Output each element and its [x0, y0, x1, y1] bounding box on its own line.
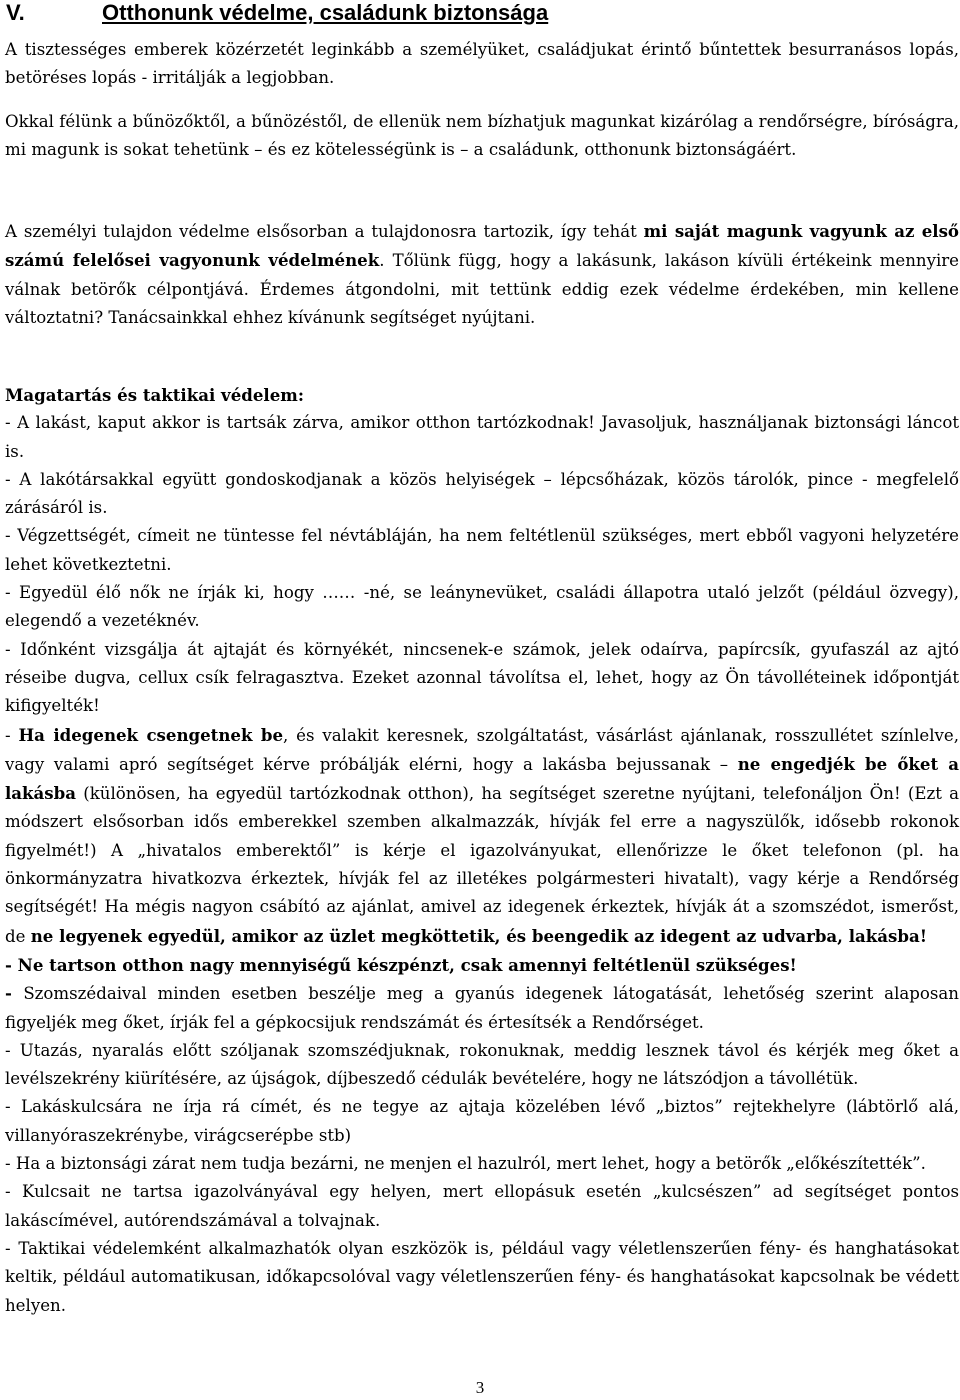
tactics-item-strangers [5, 721, 959, 951]
strangers-bold-2: ne engedjék be őket a lakásba [5, 753, 959, 804]
tactics-list [5, 381, 959, 1320]
ownership-bold: mi saját magunk vagyunk az első számú felelősei vagyonunk védelmének [5, 221, 959, 271]
tactics-item: - A lakást, kaput akkor is tartsák zárva, amikor otthon tartózkodnak! Javasoljuk, használjanak biztonsági láncot is. [5, 413, 959, 461]
section-title: Otthonunk védelme, családunk biztonsága [102, 0, 549, 25]
tactics-item: - Lakáskulcsára ne írja rá címét, és ne tegye az ajtaja közelében lévő „biztos” rejtekhelyre (lábtörlő alá, villanyóraszekrénybe, virágcserépbe stb) [5, 1097, 959, 1145]
section-heading [6, 0, 548, 26]
section-number: V. [6, 0, 25, 25]
strangers-bold-3: ne legyenek egyedül, amikor az üzlet megköttetik, és beengedik az idegent az udvarba, lakásba! [30, 925, 928, 946]
ownership-paragraph [5, 217, 959, 332]
page-number: 3 [475, 1378, 485, 1397]
tactics-item: - A lakótársakkal együtt gondoskodjanak a közös helyiségek – lépcsőházak, közös tárolók, pince - megfelelő zárásáról is. [5, 469, 959, 518]
neighbors-text: Szomszédaival minden esetben beszélje meg a gyanús idegenek látogatását, lehetőség szerint alaposan figyeljék meg őket, írják fel a gépkocsijuk rendszámát és értesítsék a Rendőrséget. [5, 984, 959, 1032]
strangers-text: , és valakit keresnek, szolgáltatást, vásárlást ajánlanak, rosszullétet színlelve, vagy valami apró segítséget kérve próbálják elérni, hogy a lakásba bejussanak – [5, 725, 959, 774]
tactics-item: - Egyedül élő nők ne írják ki, hogy …… -né, se leánynevüket, családi állapotra utaló jelzőt (például özvegy), elegendő a vezetéknév. [5, 583, 959, 631]
strangers-bold: Ha idegenek csengetnek be [18, 724, 284, 745]
tactics-item: - Időnként vizsgálja át ajtaját és környékét, nincsenek-e számok, jelek odaírva, papírcsík, gyufaszál az ajtó réseibe dugva, cellux csík felragasztva. Ezeket azonnal távolítsa el, lehet, hogy az Ön távolléteinek időpontját kifigyelték! [5, 639, 959, 716]
tactics-item: - Ha a biztonsági zárat nem tudja bezárni, ne menjen el hazulról, mert lehet, hogy a betörők „előkészítették”. [5, 1154, 926, 1174]
intro-paragraph-1: A tisztességes emberek közérzetét leginkább a személyüket, családjukat érintő bűntettek besurranásos lopás, betöréses lopás - irritálják a legjobban. [5, 40, 959, 88]
tactics-item: - Végzettségét, címeit ne tüntesse fel névtábláján, ha nem feltétlenül szükséges, mert ebből vagyoni helyzetére lehet következtetni. [5, 526, 959, 574]
tactics-item: - Utazás, nyaralás előtt szóljanak szomszédjuknak, rokonuknak, meddig lesznek távol és kérjék meg őket a levélszekrény kiürítésére, az újságok, díjbeszedő cédulák bevételére, hogy ne látszódjon a távollétük. [5, 1040, 959, 1089]
ownership-text-1: A személyi tulajdon védelme elsősorban a tulajdonosra tartozik, így tehát [5, 222, 644, 241]
tactics-item-neighbors [5, 979, 959, 1037]
ownership-text-2: . Tőlünk függ, hogy a lakásunk, lakáson kívüli értékeink mennyire válnak betörők célpontjává. Érdemes átgondolni, mit tettünk eddig ezek védelme érdekében, min kellene változtatni? Tanácsainkkal ehhez kívánunk segítséget nyújtani. [5, 251, 960, 327]
tactics-title: Magatartás és taktikai védelem: [5, 385, 304, 405]
dash: - [5, 983, 24, 1004]
tactics-item: - Kulcsait ne tartsa igazolványával egy helyen, mert ellopásuk esetén „kulcsészen” ad segítséget pontos lakáscímével, autórendszámával a tolvajnak. [5, 1182, 959, 1230]
tactics-item-cash: - Ne tartson otthon nagy mennyiségű készpénzt, csak amennyi feltétlenül szükséges! [5, 954, 797, 975]
intro-paragraph-2: Okkal félünk a bűnözőktől, a bűnözéstől, de ellenük nem bízhatjuk magunkat kizárólag a rendőrségre, bíróságra, mi magunk is sokat tehetünk – és ez kötelességünk is – a családunk, otthonunk biztonságáért. [5, 112, 959, 160]
tactics-item: - Taktikai védelemként alkalmazhatók olyan eszközök is, például vagy véletlenszerűen fény- és hanghatásokat keltik, például automatikusan, időkapcsolóval vagy véletlenszerűen fény- és hanghatásokat kapcsolnak be védett helyen. [5, 1238, 959, 1315]
dash: - [5, 725, 19, 745]
strangers-text-2: (különösen, ha egyedül tartózkodnak otthon), ha segítséget szeretne nyújtani, telefonáljon Ön! (Ezt a módszert elsősorban idős emberekkel szemben alkalmazzák, hívják fel erre a nagyszülők, idősebb rokonok figyelmét!) A „hivatalos emberektől” is kérje el igazolványukat, ellenőrizze le őket telefonon (pl. ha önkormányzatra hivatkozva érkeztek, hívják fel az illetékes polgármesteri hivatalt), vagy kérje a Rendőrség segítségét! Ha mégis nagyon csábító az ajánlat, amivel az idegenek érkeztek, hívják át a szomszédot, ismerőst, de [5, 784, 959, 946]
